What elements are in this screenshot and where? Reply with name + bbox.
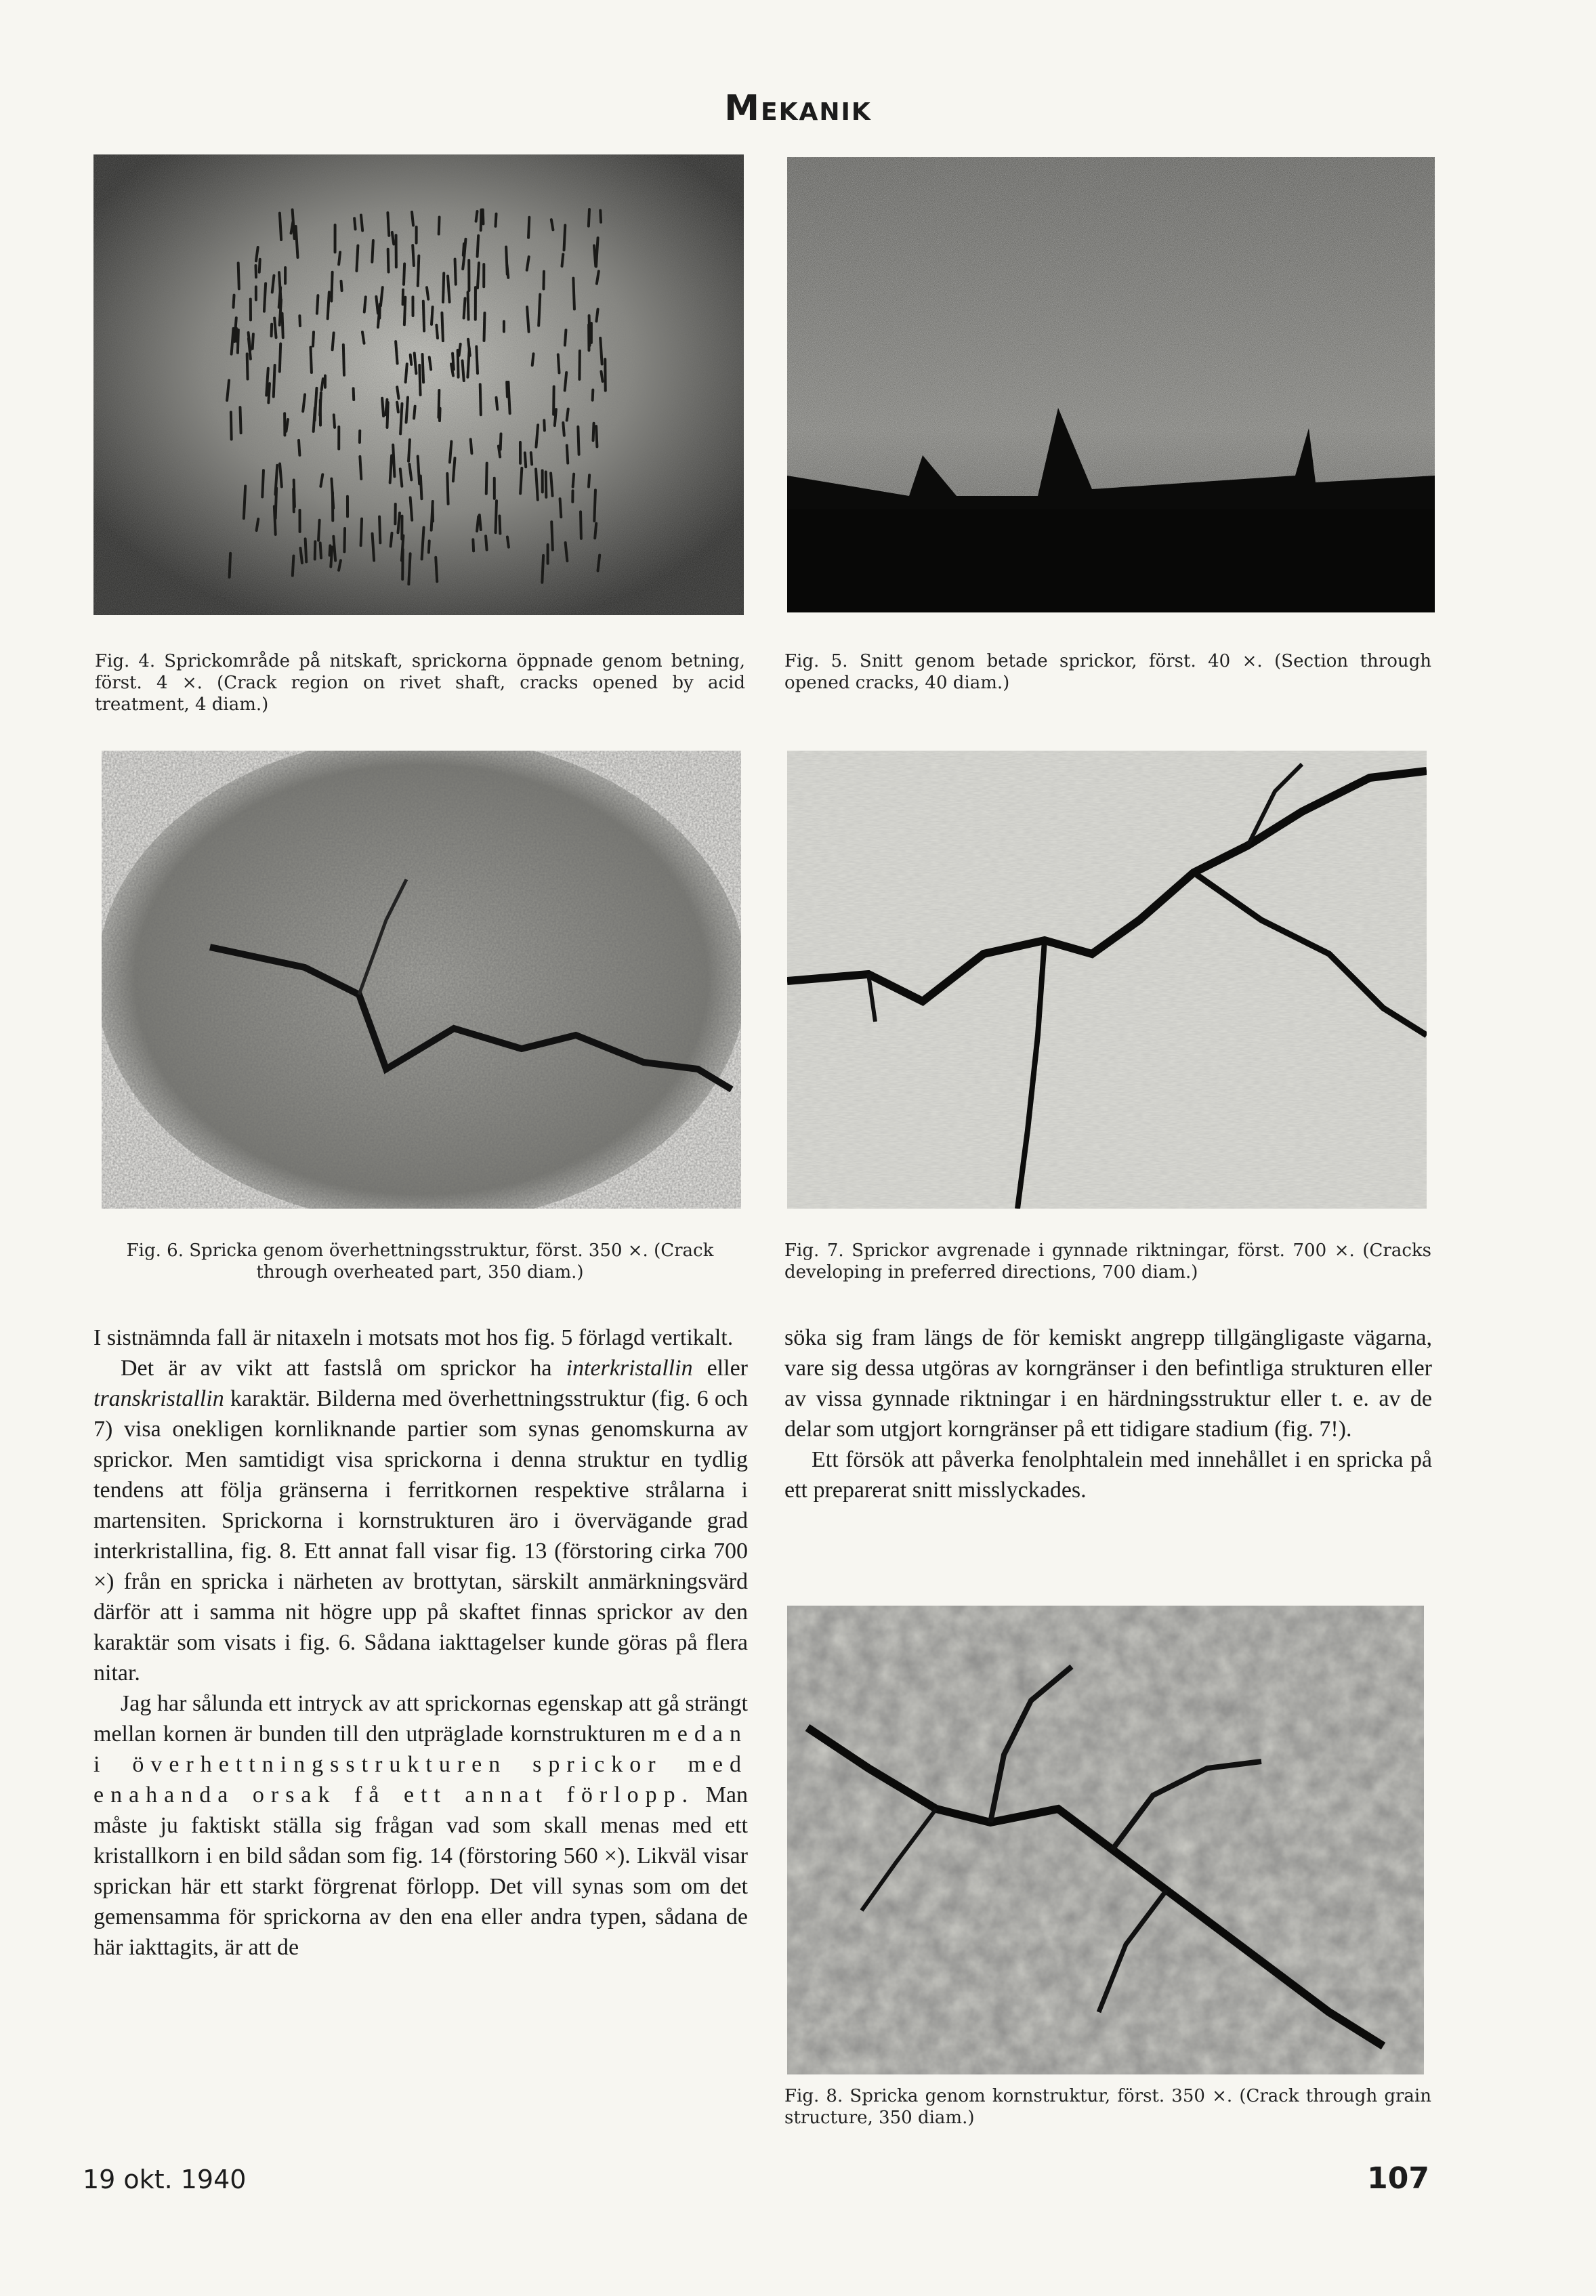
paragraph: söka sig fram längs de för kemiskt angrepp tillgängligaste vägarna, vare sig dessa utgöras av korngränser i den befintliga strukturen eller av vissa gynnade riktningar i en härdningsstruktur eller t. e. av de delar som utgjort korngränser på ett tidigare stadium (fig. 7!). — [784, 1325, 1432, 1442]
paragraph: I sistnämnda fall är nitaxeln i motsats mot hos fig. 5 förlagd vertikalt. — [93, 1325, 734, 1350]
text-column-left — [93, 1322, 748, 1963]
paragraph: Ett försök att påverka fenolphtalein med innehållet i en spricka på ett preparerat snitt misslyckades. — [784, 1447, 1432, 1503]
paragraph: Det är av vikt att fastslå om sprickor ha interkristallin eller transkristallin karaktär. Bilderna med överhettningsstruktur (fig. 6 och 7) visa onekligen kornliknande partier som synas genomskurna av sprickor. Men samtidigt visa sprickorna i denna struktur en tydlig tendens att följa gränserna i ferritkornen respektive strålarna i martensiten. Sprickorna i kornstrukturen äro i övervägande grad interkristallina, fig. 8. Ett annat fall visar fig. 13 (förstoring cirka 700 ×) från en spricka i närheten av brottytan, särskilt anmärkningsvärd därför att i samma nit högre upp på skaftet finnas sprickor av den karaktär som visats i fig. 6. Sådana iakttagelser kunde göras på flera nitar. — [93, 1356, 748, 1686]
figure-4-photo — [93, 154, 744, 615]
figure-8-caption: Fig. 8. Spricka genom kornstruktur, först. 350 ×. (Crack through grain structure, 350 diam.) — [784, 2086, 1431, 2128]
figure-5-caption: Fig. 5. Snitt genom betade sprickor, först. 40 ×. (Section through opened cracks, 40 diam.) — [784, 651, 1431, 693]
paragraph: Jag har sålunda ett intryck av att sprickornas egenskap att gå strängt mellan kornen är bunden till den utpräglade kornstrukturen medan i överhettningsstrukturen sprickor med enahanda orsak få ett annat förlopp. Man måste ju faktiskt ställa sig frågan vad som skall menas med ett kristallkorn i en bild sådan som fig. 14 (förstoring 560 ×). Likväl visar sprickan här ett starkt förgrenat förlopp. Det vill synas som om det gemensamma för sprickorna av den ena eller andra typen, sådana de här iakttagits, är att de — [93, 1691, 749, 1960]
figure-7-caption: Fig. 7. Sprickor avgrenade i gynnade riktningar, först. 700 ×. (Cracks developing in preferred directions, 700 diam.) — [784, 1240, 1431, 1282]
figure-6-caption: Fig. 6. Spricka genom överhettningsstruktur, först. 350 ×. (Crack through overheated part, 350 diam.) — [126, 1240, 714, 1282]
text-column-right — [784, 1322, 1432, 1505]
issue-date: 19 okt. 1940 — [83, 2165, 247, 2194]
page-number: 107 — [1367, 2161, 1429, 2196]
figure-6-photo — [102, 751, 741, 1209]
figure-5-photo — [787, 157, 1435, 612]
figure-4-caption: Fig. 4. Sprickområde på nitskaft, sprickorna öppnade genom betning, först. 4 ×. (Crack region on rivet shaft, cracks opened by acid treatment, 4 diam.) — [95, 651, 745, 715]
figure-8-photo — [787, 1606, 1424, 2074]
figure-7-photo — [787, 751, 1427, 1209]
page-header: Mekanik — [724, 88, 872, 129]
